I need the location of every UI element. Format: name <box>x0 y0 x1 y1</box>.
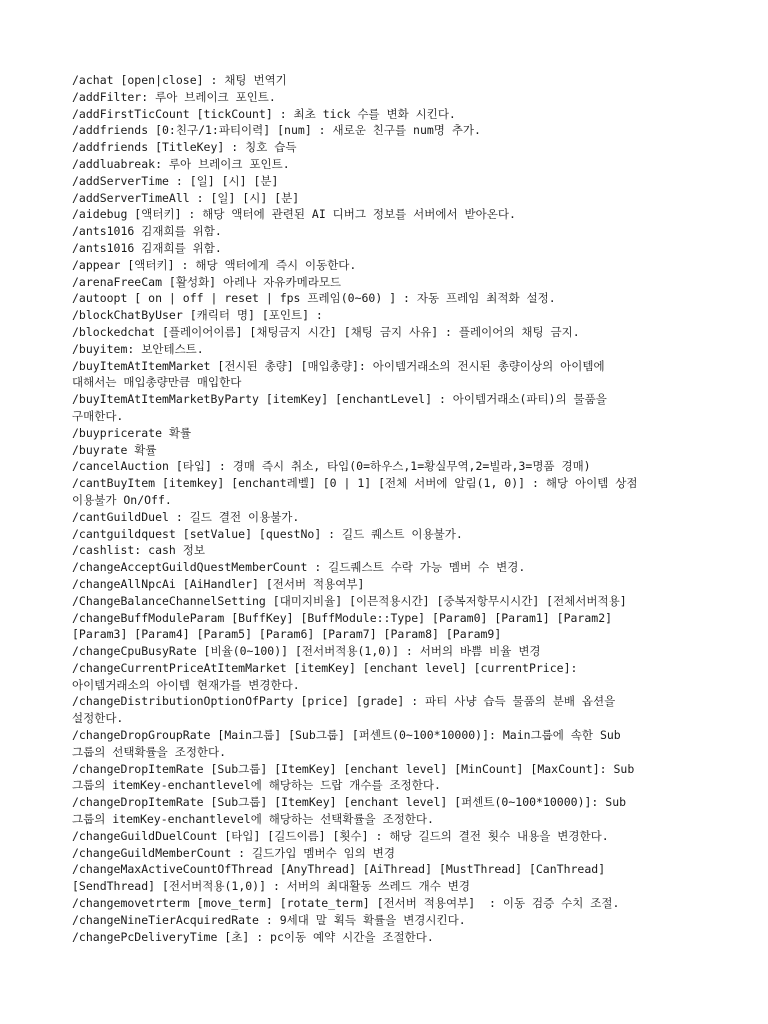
text-line: /arenaFreeCam [활성화] 아레나 자유카메라모드 <box>72 274 342 289</box>
text-line: 그룹의 itemKey-enchantlevel에 해당하는 드랍 개수를 조정한다. <box>72 778 441 793</box>
text-line: 이용불가 On/Off. <box>72 492 172 507</box>
text-line: /autoopt [ on | off | reset | fps 프레임(0~60) ] : 자동 프레임 최적화 설정. <box>72 291 556 306</box>
text-line: /addFilter: 루아 브레이크 포인트. <box>72 89 276 104</box>
text-line: /addFirstTicCount [tickCount] : 최초 tick 수를 변화 시킨다. <box>72 106 456 121</box>
text-line: 구매한다. <box>72 408 124 423</box>
text-line: /ChangeBalanceChannelSetting [대미지비율] [이믄적용시간] [중복저항무시시간] [전체서버적용] <box>72 593 627 608</box>
text-line: /buyItemAtItemMarketByParty [itemKey] [enchantLevel] : 아이템거래소(파티)의 물품을 <box>72 392 607 407</box>
text-line: /addfriends [0:친구/1:파티이력] [num] : 새로운 친구를 num명 추가. <box>72 123 481 138</box>
text-line: /cancelAuction [타입] : 경매 즉시 취소, 타입(0=하우스,1=황실무역,2=빌라,3=명품 경매) <box>72 459 591 474</box>
text-line: /addluabreak: 루아 브레이크 포인트. <box>72 156 290 171</box>
text-line: /blockChatByUser [캐릭터 명] [포인트] : <box>72 308 323 323</box>
text-line: /changeAcceptGuildQuestMemberCount : 길드퀘스트 수락 가능 멤버 수 변경. <box>72 560 526 575</box>
text-line: [SendThread] [전서버적용(1,0)] : 서버의 최대활동 쓰레드 개수 변경 <box>72 879 471 894</box>
text-line: /cantGuildDuel : 길드 결전 이용불가. <box>72 509 300 524</box>
text-line: /changeCpuBusyRate [비율(0~100)] [전서버적용(1,0)] : 서버의 바쁨 비율 변경 <box>72 644 541 659</box>
text-line: /blockedchat [플레이어이름] [채팅금지 시간] [채팅 금지 사유] : 플레이어의 채팅 금지. <box>72 324 580 339</box>
text-line: /cantguildquest [setValue] [questNo] : 길드 퀘스트 이용불가. <box>72 526 463 541</box>
text-line: /changeDistributionOptionOfParty [price] [grade] : 파티 사냥 습득 물품의 분배 옵션을 <box>72 694 616 709</box>
text-line: /changePcDeliveryTime [초] : pc이동 예약 시간을 조절한다. <box>72 929 434 944</box>
text-line: /appear [액터키] : 해당 액터에게 즉시 이동한다. <box>72 257 357 272</box>
text-line: /cantBuyItem [itemkey] [enchant레벨] [0 | 1] [전체 서버에 알림(1, 0)] : 해당 아이템 상점 <box>72 476 638 491</box>
text-line: /changeGuildMemberCount : 길드가입 멤버수 임의 변경 <box>72 845 395 860</box>
text-line: /changemovetrterm [move_term] [rotate_term] [전서버 적용여부] : 이동 검증 수치 조절. <box>72 896 620 911</box>
text-line: /changeBuffModuleParam [BuffKey] [BuffModule::Type] [Param0] [Param1] [Param2] <box>72 610 613 625</box>
text-line: [Param3] [Param4] [Param5] [Param6] [Param7] [Param8] [Param9] <box>72 627 502 642</box>
text-line: /buyItemAtItemMarket [전시된 총량] [매입총량]: 아이템거래소의 전시된 총량이상의 아이템에 <box>72 358 605 373</box>
text-line: /cashlist: cash 정보 <box>72 543 205 558</box>
text-line: /changeMaxActiveCountOfThread [AnyThread] [AiThread] [MustThread] [CanThread] <box>72 862 606 877</box>
text-line: /addfriends [TitleKey] : 칭호 습득 <box>72 140 297 155</box>
text-line: /changeGuildDuelCount [타입] [길드이름] [횟수] : 해당 길드의 결전 횟수 내용을 변경한다. <box>72 828 609 843</box>
text-line: /changeAllNpcAi [AiHandler] [전서버 적용여부] <box>72 576 365 591</box>
text-line: /addServerTimeAll : [일] [시] [분] <box>72 190 300 205</box>
text-line: 대해서는 매입총량만큼 매입한다 <box>72 375 242 390</box>
text-line: 아이템거래소의 아이템 현재가를 변경한다. <box>72 677 300 692</box>
text-line: 그룹의 itemKey-enchantlevel에 해당하는 선택확률을 조정한다. <box>72 812 434 827</box>
text-line: 그룹의 선택확률을 조정한다. <box>72 744 227 759</box>
text-line: /changeDropItemRate [Sub그룹] [ItemKey] [enchant level] [MinCount] [MaxCount]: Sub <box>72 761 635 776</box>
text-line: /achat [open|close] : 채팅 번역기 <box>72 73 287 87</box>
text-line: 설정한다. <box>72 711 124 726</box>
text-line: /aidebug [액터키] : 해당 액터에 관련된 AI 디버그 정보를 서버에서 받아온다. <box>72 207 516 222</box>
text-line: /ants1016 김재희를 위함. <box>72 240 222 255</box>
text-line: /buyitem: 보안테스트. <box>72 341 204 356</box>
text-line: /changeDropGroupRate [Main그룹] [Sub그룹] [퍼센트(0~100*10000)]: Main그룹에 속한 Sub <box>72 728 621 743</box>
text-line: /ants1016 김재희를 위함. <box>72 224 222 239</box>
text-line: /addServerTime : [일] [시] [분] <box>72 173 279 188</box>
text-line: /changeCurrentPriceAtItemMarket [itemKey] [enchant level] [currentPrice]: <box>72 660 578 675</box>
text-line: /changeDropItemRate [Sub그룹] [ItemKey] [enchant level] [퍼센트(0~100*10000)]: Sub <box>72 795 627 810</box>
text-line: /changeNineTierAcquiredRate : 9세대 말 획득 확률을 변경시킨다. <box>72 912 466 927</box>
text-line: /buyrate 확률 <box>72 442 157 457</box>
document-body <box>72 72 702 945</box>
text-line: /buypricerate 확률 <box>72 425 192 440</box>
